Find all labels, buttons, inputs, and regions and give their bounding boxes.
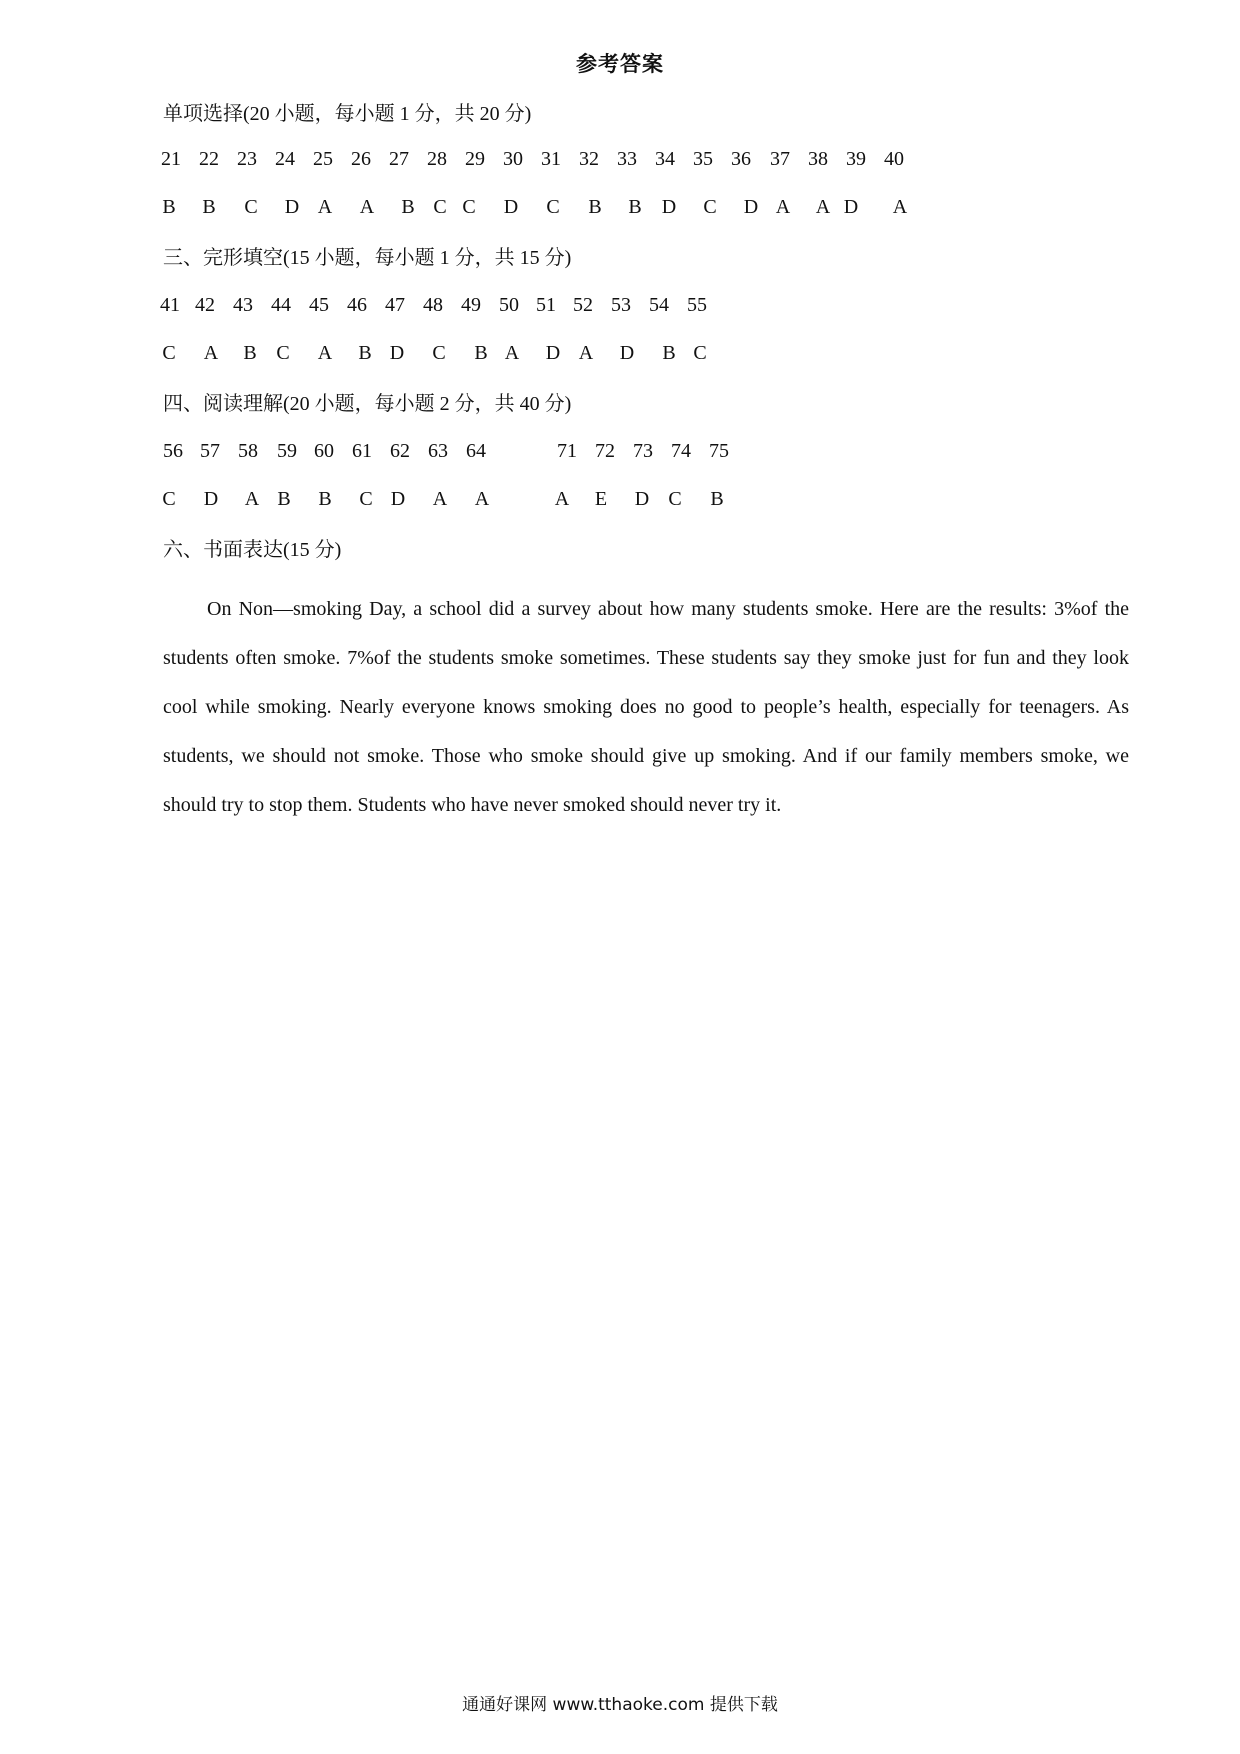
question-number-cell: 26	[351, 148, 371, 170]
answer-cell: C	[162, 488, 176, 510]
answer-cell: B	[401, 196, 415, 218]
question-number-cell: 54	[649, 294, 669, 316]
question-number-cell: 52	[573, 294, 593, 316]
question-number-cell: 75	[709, 440, 729, 462]
question-number-cell: 48	[423, 294, 443, 316]
answer-cell: E	[594, 488, 608, 510]
essay-paragraph	[163, 585, 1129, 830]
answer-cell: A	[203, 342, 219, 364]
answer-cell: D	[843, 196, 859, 218]
answer-cell: C	[162, 342, 176, 364]
question-number-cell: 37	[770, 148, 790, 170]
question-number-cell: 41	[160, 294, 180, 316]
answer-cell: A	[504, 342, 520, 364]
answer-cell: C	[693, 342, 707, 364]
question-number-cell: 21	[161, 148, 181, 170]
question-number-cell: 64	[466, 440, 486, 462]
question-number-cell: 42	[195, 294, 215, 316]
question-number-cell: 27	[389, 148, 409, 170]
answer-cell: B	[162, 196, 176, 218]
answer-cell: A	[317, 342, 333, 364]
question-number-cell: 36	[731, 148, 751, 170]
answer-cell: D	[503, 196, 519, 218]
answer-cell: D	[743, 196, 759, 218]
answer-cell: B	[243, 342, 257, 364]
answer-cell: D	[389, 342, 405, 364]
answer-cell: A	[775, 196, 791, 218]
answer-cell: D	[545, 342, 561, 364]
question-number-cell: 25	[313, 148, 333, 170]
answer-cell: D	[390, 488, 406, 510]
question-number-cell: 58	[238, 440, 258, 462]
cloze-heading: 三、完形填空(15 小题，每小题 1 分，共 15 分)	[163, 247, 572, 269]
answer-cell: D	[661, 196, 677, 218]
question-number-cell: 29	[465, 148, 485, 170]
question-number-cell: 40	[884, 148, 904, 170]
question-number-cell: 28	[427, 148, 447, 170]
answer-cell: A	[317, 196, 333, 218]
answer-cell: B	[628, 196, 642, 218]
reading-numbers-row	[0, 440, 1240, 466]
question-number-cell: 56	[163, 440, 183, 462]
answer-cell: D	[284, 196, 300, 218]
question-number-cell: 24	[275, 148, 295, 170]
answer-cell: D	[203, 488, 219, 510]
reading-answers-row	[0, 488, 1240, 514]
answer-cell: A	[432, 488, 448, 510]
question-number-cell: 31	[541, 148, 561, 170]
question-number-cell: 44	[271, 294, 291, 316]
answer-cell: D	[634, 488, 650, 510]
cloze-numbers-row	[0, 294, 1240, 320]
answer-cell: C	[244, 196, 258, 218]
question-number-cell: 60	[314, 440, 334, 462]
question-number-cell: 51	[536, 294, 556, 316]
question-number-cell: 39	[846, 148, 866, 170]
question-number-cell: 73	[633, 440, 653, 462]
question-number-cell: 74	[671, 440, 691, 462]
question-number-cell: 72	[595, 440, 615, 462]
answer-cell: A	[554, 488, 570, 510]
question-number-cell: 33	[617, 148, 637, 170]
answer-cell: C	[546, 196, 560, 218]
question-number-cell: 59	[277, 440, 297, 462]
answer-cell: B	[358, 342, 372, 364]
question-number-cell: 71	[557, 440, 577, 462]
question-number-cell: 49	[461, 294, 481, 316]
question-number-cell: 45	[309, 294, 329, 316]
answer-cell: C	[433, 196, 447, 218]
answer-cell: B	[277, 488, 291, 510]
page-footer: 通通好课网 www.tthaoke.com 提供下载	[462, 1695, 778, 1715]
question-number-cell: 34	[655, 148, 675, 170]
answer-cell: B	[318, 488, 332, 510]
answer-cell: C	[462, 196, 476, 218]
question-number-cell: 43	[233, 294, 253, 316]
answer-cell: A	[474, 488, 490, 510]
question-number-cell: 57	[200, 440, 220, 462]
question-number-cell: 32	[579, 148, 599, 170]
reading-heading: 四、阅读理解(20 小题，每小题 2 分，共 40 分)	[163, 393, 572, 415]
question-number-cell: 63	[428, 440, 448, 462]
answer-cell: C	[668, 488, 682, 510]
single-choice-numbers-row	[0, 148, 1240, 174]
question-number-cell: 53	[611, 294, 631, 316]
question-number-cell: 55	[687, 294, 707, 316]
question-number-cell: 38	[808, 148, 828, 170]
question-number-cell: 50	[499, 294, 519, 316]
answer-cell: D	[619, 342, 635, 364]
answer-cell: C	[276, 342, 290, 364]
answer-cell: B	[202, 196, 216, 218]
page-title: 参考答案	[576, 52, 664, 76]
answer-cell: C	[703, 196, 717, 218]
single-choice-heading: 单项选择(20 小题，每小题 1 分，共 20 分)	[163, 103, 532, 125]
essay-text: On Non—smoking Day, a school did a survey about how many students smoke. Here are the results: 3%of the students often smoke. 7%of the students smoke sometimes. These students say they smoke just for fun and they look cool while smoking. Nearly everyone knows smoking does no good to people’s health, especially for teenagers. As students, we should not smoke. Those who smoke should give up smoking. And if our family members smoke, we should try to stop them. Students who have never smoked should never try it.	[163, 598, 1129, 816]
question-number-cell: 46	[347, 294, 367, 316]
question-number-cell: 62	[390, 440, 410, 462]
answer-cell: A	[244, 488, 260, 510]
answer-cell: A	[359, 196, 375, 218]
question-number-cell: 47	[385, 294, 405, 316]
answer-cell: B	[588, 196, 602, 218]
answer-cell: B	[710, 488, 724, 510]
answer-cell: C	[359, 488, 373, 510]
cloze-answers-row	[0, 342, 1240, 368]
question-number-cell: 22	[199, 148, 219, 170]
answer-cell: A	[892, 196, 908, 218]
answer-cell: A	[578, 342, 594, 364]
answer-cell: B	[474, 342, 488, 364]
answer-cell: B	[662, 342, 676, 364]
question-number-cell: 61	[352, 440, 372, 462]
writing-heading: 六、书面表达(15 分)	[163, 539, 342, 561]
single-choice-answers-row	[0, 196, 1240, 222]
answer-cell: A	[815, 196, 831, 218]
question-number-cell: 35	[693, 148, 713, 170]
question-number-cell: 23	[237, 148, 257, 170]
question-number-cell: 30	[503, 148, 523, 170]
answer-cell: C	[432, 342, 446, 364]
